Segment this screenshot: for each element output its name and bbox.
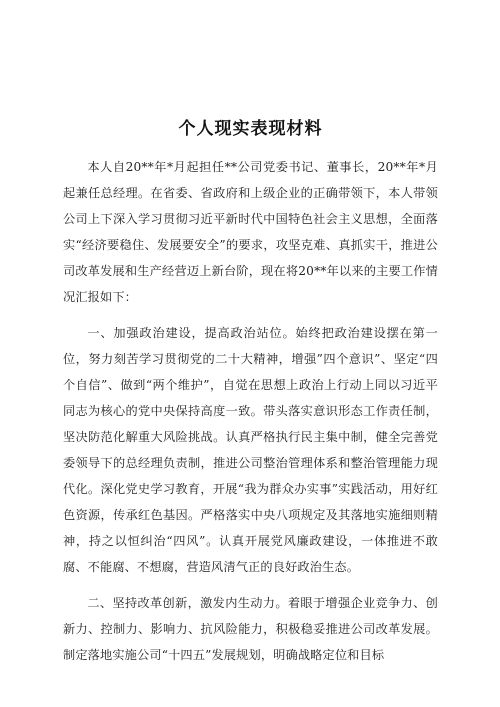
paragraph-section-one: 一、加强政治建设，提高政治站位。始终把政治建设摆在第一位，努力刻苦学习贯彻党的二十大精神，增强”四个意识”、坚定“四个自信”、做到“两个维护”，自觉在思想上政治上行动上同以习近平同志为核心的党中央保持高度一致。带头落实意识形态工作责任制，坚决防范化解重大风险挑战。认真严格执行民主集中制，健全完善党委领导下的总经理负责制，推进公司整治管理体系和整治管理能力现代化。深化党史学习教育，开展“我为群众办实事”实践活动，用好红色资源，传承红色基因。严格落实中央八项规定及其落地实施细则精神，持之以恒纠治“四风”。认真开展党风廉政建设，一体推进不敢腐、不能腐、不想腐，营造风清气正的良好政治生态。 — [63, 326, 438, 574]
document-title: 个人现实表现材料 — [178, 119, 323, 139]
paragraph-section-two: 二、坚持改革创新，激发内生动力。着眼于增强企业竞争力、创新力、控制力、影响力、抗风险能力，积极稳妥推进公司改革发展。制定落地实施公司“十四五”发展规划，明确战略定位和目标 — [63, 596, 438, 662]
paragraph-intro: 本人自20**年*月起担任**公司党委书记、董事长，20**年*月起兼任总经理。在省委、省政府和上级企业的正确带领下，本人带领公司上下深入学习贯彻习近平新时代中国特色社会主义思想，全面落实“经济要稳住、发展要安全”的要求，攻坚克难、真抓实干，推进公司改革发展和生产经营迈上新台阶，现在将20**年以来的主要工作情况汇报如下： — [63, 160, 438, 304]
